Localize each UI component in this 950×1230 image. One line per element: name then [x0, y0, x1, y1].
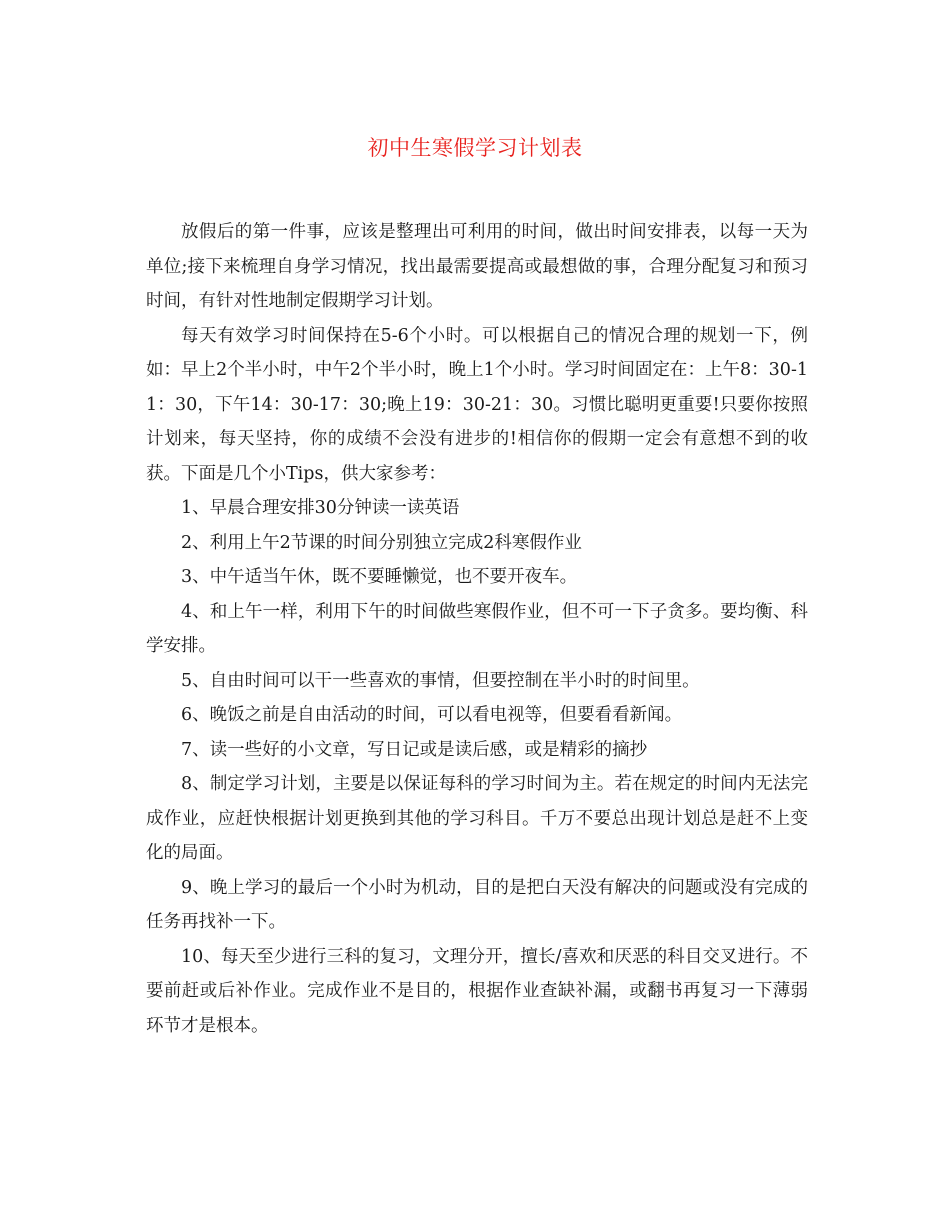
- tip-item-7: 7、读一些好的小文章，写日记或是读后感，或是精彩的摘抄: [181, 739, 648, 760]
- paragraph-intro: 放假后的第一件事，应该是整理出可利用的时间，做出时间安排表，以每一天为单位;接下来梳理自身学习情况，找出最需要提高或最想做的事，合理分配复习和预习时间，有针对性地制定假期学习计划。: [146, 222, 808, 311]
- tip-item-3: 3、中午适当午休，既不要睡懒觉，也不要开夜车。: [181, 567, 578, 587]
- document-title: 初中生寒假学习计划表: [367, 136, 583, 160]
- tip-item-6: 6、晚饭之前是自由活动的时间，可以看电视等，但要看看新闻。: [181, 705, 683, 725]
- tip-item-10: 10、每天至少进行三科的复习，文理分开，擅长/喜欢和厌恶的科目交叉进行。不要前赶或后补作业。完成作业不是目的，根据作业查缺补漏，或翻书再复习一下薄弱环节才是根本。: [146, 946, 808, 1036]
- tip-item-2: 2、利用上午2节课的时间分别独立完成2科寒假作业: [181, 532, 582, 553]
- tip-item-4: 4、和上午一样，利用下午的时间做些寒假作业，但不可一下子贪多。要均衡、科学安排。: [146, 601, 808, 656]
- tip-item-9: 9、晚上学习的最后一个小时为机动，目的是把白天没有解决的问题或没有完成的任务再找补一下。: [146, 877, 808, 932]
- tip-item-8: 8、制定学习计划，主要是以保证每科的学习时间为主。若在规定的时间内无法完成作业，应赶快根据计划更换到其他的学习科目。千万不要总出现计划总是赶不上变化的局面。: [146, 774, 808, 863]
- document-body: [146, 215, 808, 1043]
- tip-item-1: 1、早晨合理安排30分钟读一读英语: [181, 498, 460, 518]
- tip-item-5: 5、自由时间可以干一些喜欢的事情，但要控制在半小时的时间里。: [181, 670, 700, 691]
- paragraph-study-time: 每天有效学习时间保持在5-6个小时。可以根据自己的情况合理的规划一下，例如：早上2个半小时，中午2个半小时，晚上1个小时。学习时间固定在：上午8：30-11：30，下午14：30-17：30;晚上19：30-21：30。习惯比聪明更重要!只要你按照计划来，每天坚持，你的成绩不会没有进步的!相信你的假期一定会有意想不到的收获。下面是几个小Tips，供大家参考：: [146, 325, 808, 484]
